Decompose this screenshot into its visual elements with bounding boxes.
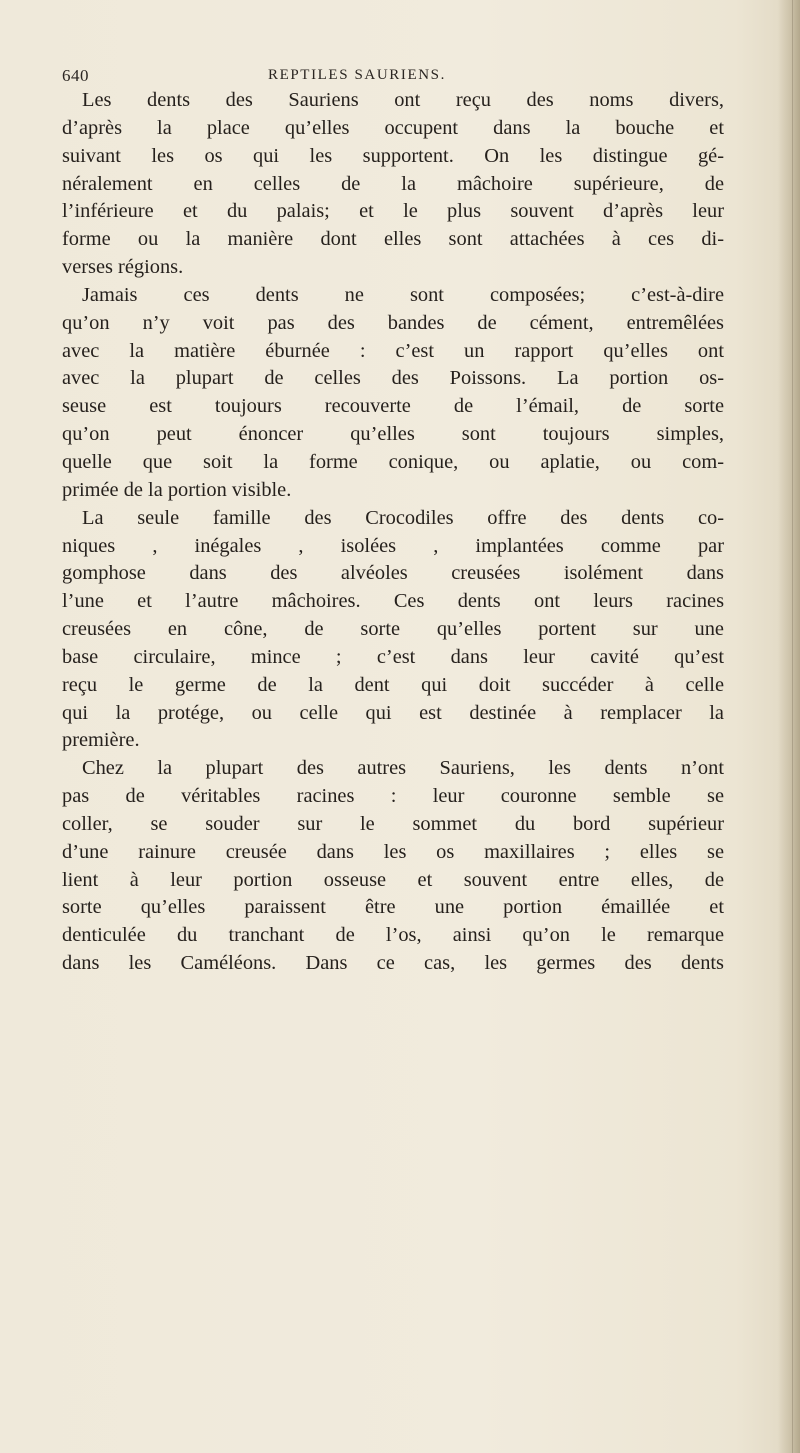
text-line: qu’on n’y voit pas des bandes de cément, entremêlées [62, 311, 724, 334]
text-line: suivant les os qui les supportent. On les distingue gé- [62, 144, 724, 167]
text-line: quelle que soit la forme conique, ou aplatie, ou com- [62, 450, 724, 473]
text-line: coller, se souder sur le sommet du bord supérieur [62, 812, 724, 835]
text-line: base circulaire, mince ; c’est dans leur cavité qu’est [62, 645, 724, 668]
text-line: sorte qu’elles paraissent être une portion émaillée et [62, 896, 724, 919]
text-line: Chez la plupart des autres Sauriens, les dents n’ont [82, 757, 724, 780]
text-line: Jamais ces dents ne sont composées; c’est-à-dire [82, 283, 724, 306]
text-line: première. [62, 729, 140, 752]
text-line: l’inférieure et du palais; et le plus souvent d’après leur [62, 200, 724, 223]
text-line: gomphose dans des alvéoles creusées isolément dans [62, 562, 724, 585]
text-line: qui la protége, ou celle qui est destinée à remplacer la [62, 701, 724, 724]
text-line: creusées en cône, de sorte qu’elles portent sur une [62, 618, 724, 641]
text-line: verses régions. [62, 256, 184, 279]
text-line: pas de véritables racines : leur couronne semble se [62, 785, 724, 808]
text-line: néralement en celles de la mâchoire supérieure, de [62, 172, 724, 195]
text-line: l’une et l’autre mâchoires. Ces dents ont leurs racines [62, 590, 724, 613]
text-line: reçu le germe de la dent qui doit succéder à celle [62, 673, 724, 696]
text-line: primée de la portion visible. [62, 478, 292, 501]
text-line: avec la matière éburnée : c’est un rapport qu’elles ont [62, 339, 724, 362]
text-line: forme ou la manière dont elles sont attachées à ces di- [62, 228, 724, 251]
page-header [62, 66, 722, 86]
page-gutter-shadow [778, 0, 800, 1453]
page-number: 640 [62, 66, 89, 85]
text-line: La seule famille des Crocodiles offre des dents co- [82, 506, 724, 529]
text-line: lient à leur portion osseuse et souvent entre elles, de [62, 868, 724, 891]
text-line: Les dents des Sauriens ont reçu des noms divers, [82, 89, 724, 111]
body-text [62, 87, 724, 978]
text-line: niques , inégales , isolées , implantées comme par [62, 534, 724, 557]
text-line: qu’on peut énoncer qu’elles sont toujours simples, [62, 423, 724, 446]
text-line: dans les Caméléons. Dans ce cas, les germes des dents [62, 952, 724, 975]
text-line: d’après la place qu’elles occupent dans la bouche et [62, 116, 724, 139]
text-line: avec la plupart de celles des Poissons. La portion os- [62, 367, 724, 390]
text-line: d’une rainure creusée dans les os maxillaires ; elles se [62, 840, 724, 863]
text-line: denticulée du tranchant de l’os, ainsi qu’on le remarque [62, 924, 724, 947]
running-head: REPTILES SAURIENS. [268, 67, 446, 83]
text-line: seuse est toujours recouverte de l’émail, de sorte [62, 395, 724, 418]
page-edge [792, 0, 793, 1453]
